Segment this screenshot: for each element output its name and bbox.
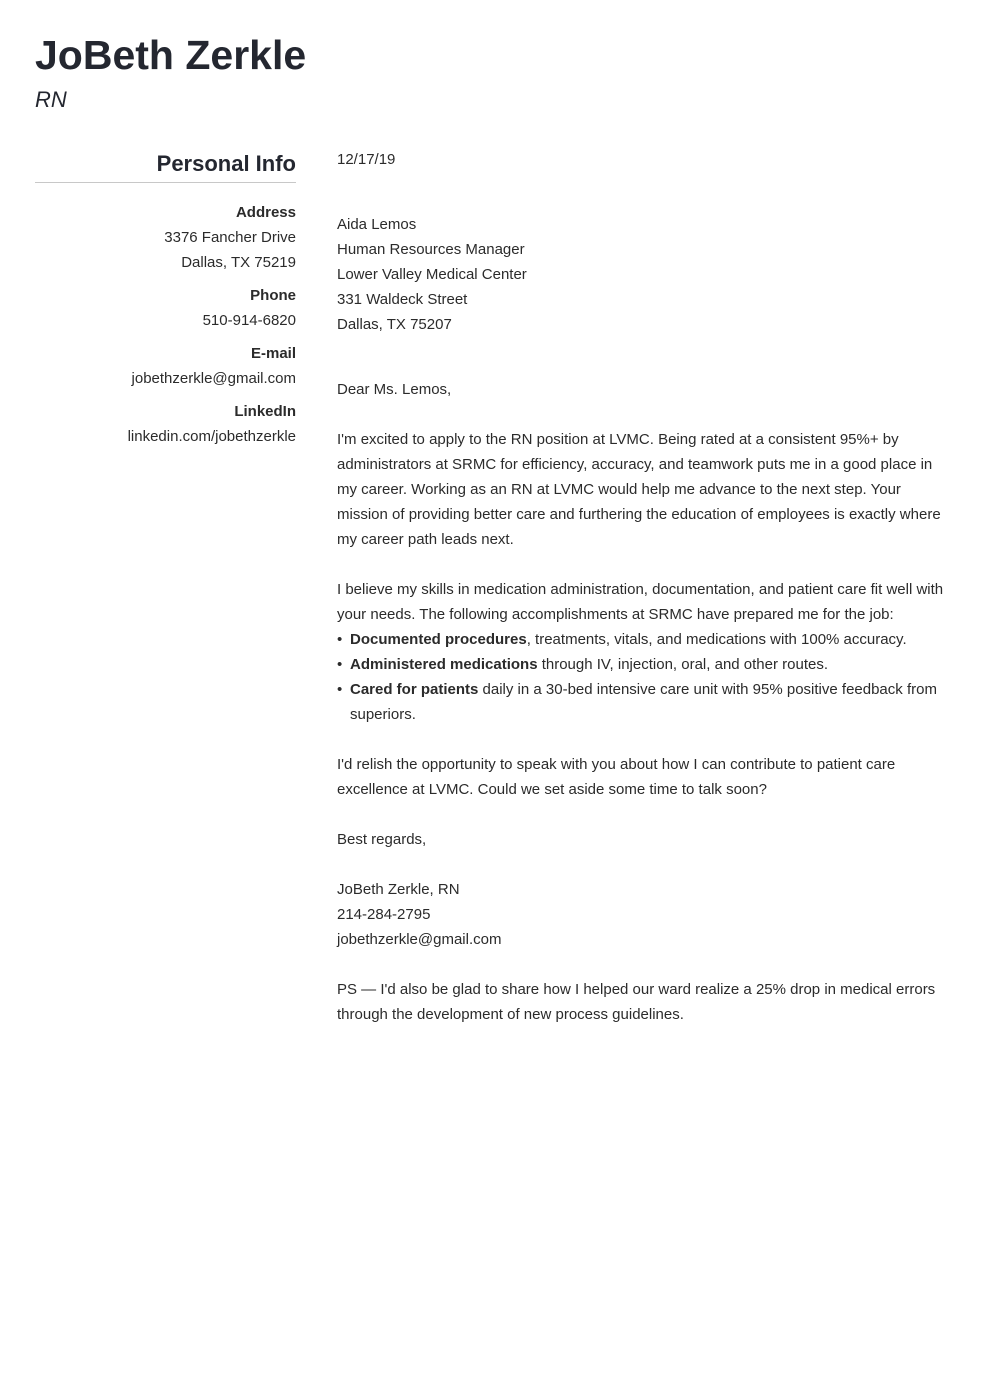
signature-block — [337, 877, 947, 952]
closing: Best regards, — [337, 831, 427, 848]
personal-info-sidebar — [35, 148, 296, 449]
email-value: jobethzerkle@gmail.com — [131, 370, 296, 387]
resume-header — [35, 30, 306, 114]
linkedin-label: LinkedIn — [234, 403, 296, 420]
paragraph-closing: I'd relish the opportunity to speak with you about how I can contribute to patient care excellence at LVMC. Could we set aside some time to talk soon? — [337, 756, 896, 798]
cover-letter-body — [337, 147, 947, 1027]
linkedin-block — [35, 399, 296, 449]
recipient-block — [337, 212, 947, 337]
bullet-bold: Documented procedures — [350, 631, 527, 648]
list-item — [337, 652, 947, 677]
signature-email: jobethzerkle@gmail.com — [337, 931, 502, 948]
bullet-text: through IV, injection, oral, and other routes. — [537, 656, 829, 673]
list-item — [337, 677, 947, 727]
bullet-text: daily in a 30-bed intensive care unit with 95% positive feedback from superiors. — [350, 681, 937, 723]
personal-info-heading: Personal Info — [35, 148, 296, 183]
signature-phone: 214-284-2795 — [337, 906, 431, 923]
accomplishments-list — [337, 627, 947, 727]
phone-label: Phone — [250, 287, 296, 304]
recipient-title: Human Resources Manager — [337, 241, 525, 258]
bullet-icon: • — [337, 656, 343, 673]
phone-value: 510-914-6820 — [202, 312, 296, 329]
postscript: PS — I'd also be glad to share how I helped our ward realize a 25% drop in medical errors through the development of new process guidelines. — [337, 981, 936, 1023]
linkedin-value: linkedin.com/jobethzerkle — [127, 428, 296, 445]
phone-block — [35, 283, 296, 333]
candidate-name: JoBeth Zerkle — [35, 32, 307, 78]
list-item — [337, 627, 947, 652]
bullet-icon: • — [337, 681, 343, 698]
bullet-text: , treatments, vitals, and medications with 100% accuracy. — [526, 631, 907, 648]
bullet-bold: Cared for patients — [350, 681, 479, 698]
email-block — [35, 341, 296, 391]
bullet-bold: Administered medications — [350, 656, 538, 673]
recipient-name: Aida Lemos — [337, 216, 417, 233]
recipient-company: Lower Valley Medical Center — [337, 266, 527, 283]
address-line1: 3376 Fancher Drive — [164, 229, 296, 246]
recipient-street: 331 Waldeck Street — [337, 291, 468, 308]
address-block — [35, 200, 296, 275]
letter-date: 12/17/19 — [337, 151, 396, 168]
email-label: E-mail — [250, 345, 296, 362]
signature-name: JoBeth Zerkle, RN — [337, 881, 460, 898]
address-line2: Dallas, TX 75219 — [181, 254, 296, 271]
salutation: Dear Ms. Lemos, — [337, 381, 452, 398]
address-label: Address — [235, 204, 296, 221]
bullet-icon: • — [337, 631, 343, 648]
candidate-title: RN — [35, 87, 67, 112]
paragraph-skills: I believe my skills in medication administration, documentation, and patient care fit well with your needs. The following accomplishments at SRMC have prepared me for the job: — [337, 581, 944, 623]
paragraph-intro: I'm excited to apply to the RN position at LVMC. Being rated at a consistent 95%+ by administrators at SRMC for efficiency, accuracy, and teamwork puts me in a good place in my career. Working as an RN at LVMC would help me advance to the next step. Your mission of providing better care and furthering the education of employees is exactly where my career path leads next. — [337, 431, 941, 548]
recipient-city: Dallas, TX 75207 — [337, 316, 452, 333]
